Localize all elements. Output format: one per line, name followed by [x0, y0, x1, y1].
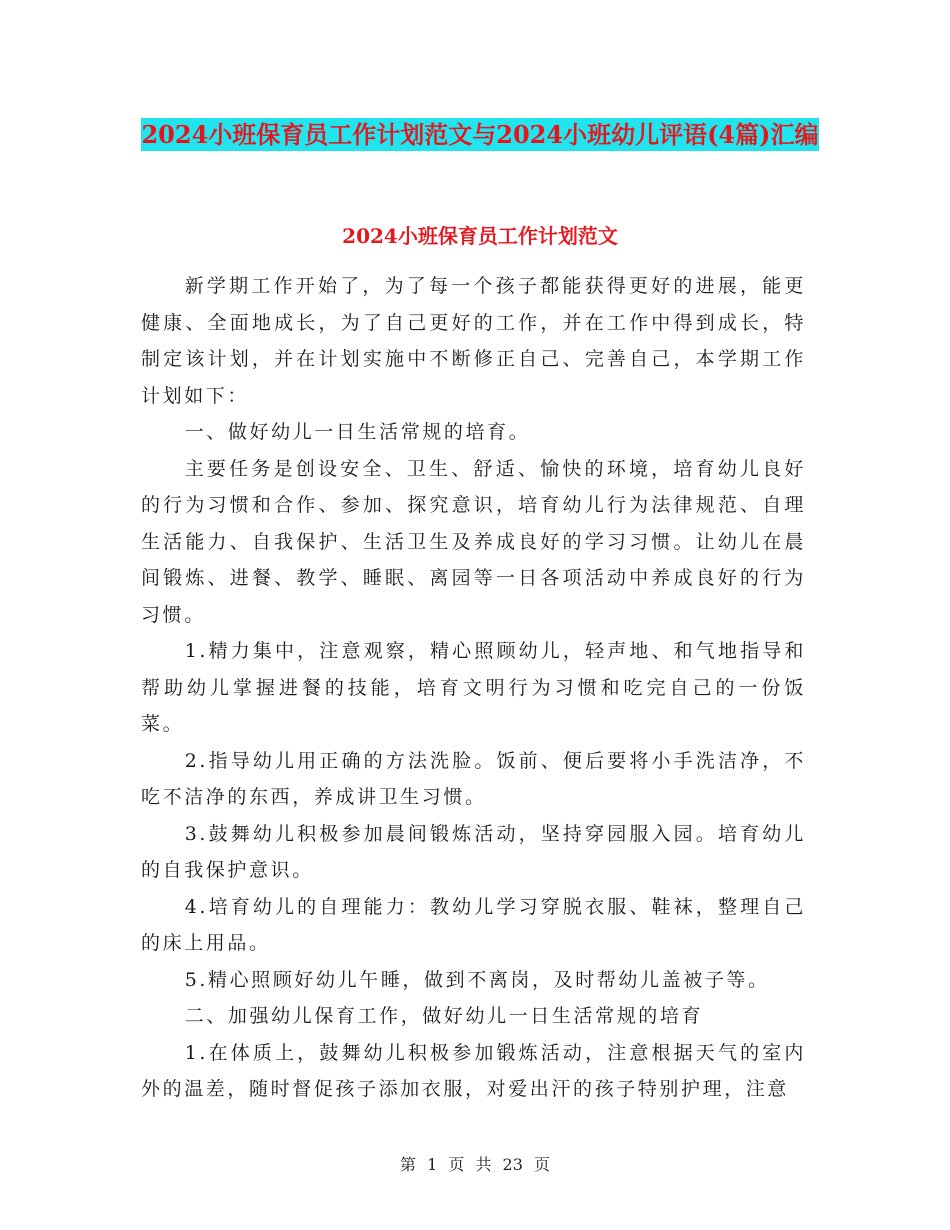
paragraph: 1.在体质上，鼓舞幼儿积极参加锻炼活动，注意根据天气的室内外的温差，随时督促孩子添加衣服，对爱出汗的孩子特别护理，注意	[141, 1041, 806, 1100]
paragraph: 2.指导幼儿用正确的方法洗脸。饭前、便后要将小手洗洁净，不吃不洁净的东西，养成讲卫生习惯。	[141, 749, 806, 808]
paragraph: 5.精心照顾好幼儿午睡，做到不离岗，及时帮幼儿盖被子等。	[184, 968, 770, 991]
section-title: 2024小班保育员工作计划范文	[342, 224, 618, 248]
paragraph: 一、做好幼儿一日生活常规的培育。	[184, 421, 531, 443]
paragraph: 二、加强幼儿保育工作，做好幼儿一日生活常规的培育	[184, 1005, 704, 1027]
paragraph: 3.鼓舞幼儿积极参加晨间锻炼活动，坚持穿园服入园。培育幼儿的自我保护意识。	[141, 822, 806, 881]
document-title	[140, 112, 820, 158]
document-body	[141, 268, 806, 1108]
page-footer: 第 1 页 共 23 页	[400, 1155, 550, 1174]
document-title-text: 2024小班保育员工作计划范文与2024小班幼儿评语(4篇)汇编	[141, 120, 819, 149]
paragraph: 新学期工作开始了，为了每一个孩子都能获得更好的进展，能更健康、全面地成长，为了自己更好的工作，并在工作中得到成长，特制定该计划，并在计划实施中不断修正自己、完善自己，本学期工作计划如下：	[141, 275, 806, 407]
paragraph: 1.精力集中，注意观察，精心照顾幼儿，轻声地、和气地指导和帮助幼儿掌握进餐的技能，培育文明行为习惯和吃完自己的一份饭菜。	[141, 640, 806, 735]
paragraph: 4.培育幼儿的自理能力：教幼儿学习穿脱衣服、鞋袜，整理自己的床上用品。	[141, 895, 806, 954]
paragraph: 主要任务是创设安全、卫生、舒适、愉快的环境，培育幼儿良好的行为习惯和合作、参加、探究意识，培育幼儿行为法律规范、自理生活能力、自我保护、生活卫生及养成良好的学习习惯。让幼儿在晨间锻炼、进餐、教学、睡眠、离园等一日各项活动中养成良好的行为习惯。	[141, 457, 806, 626]
